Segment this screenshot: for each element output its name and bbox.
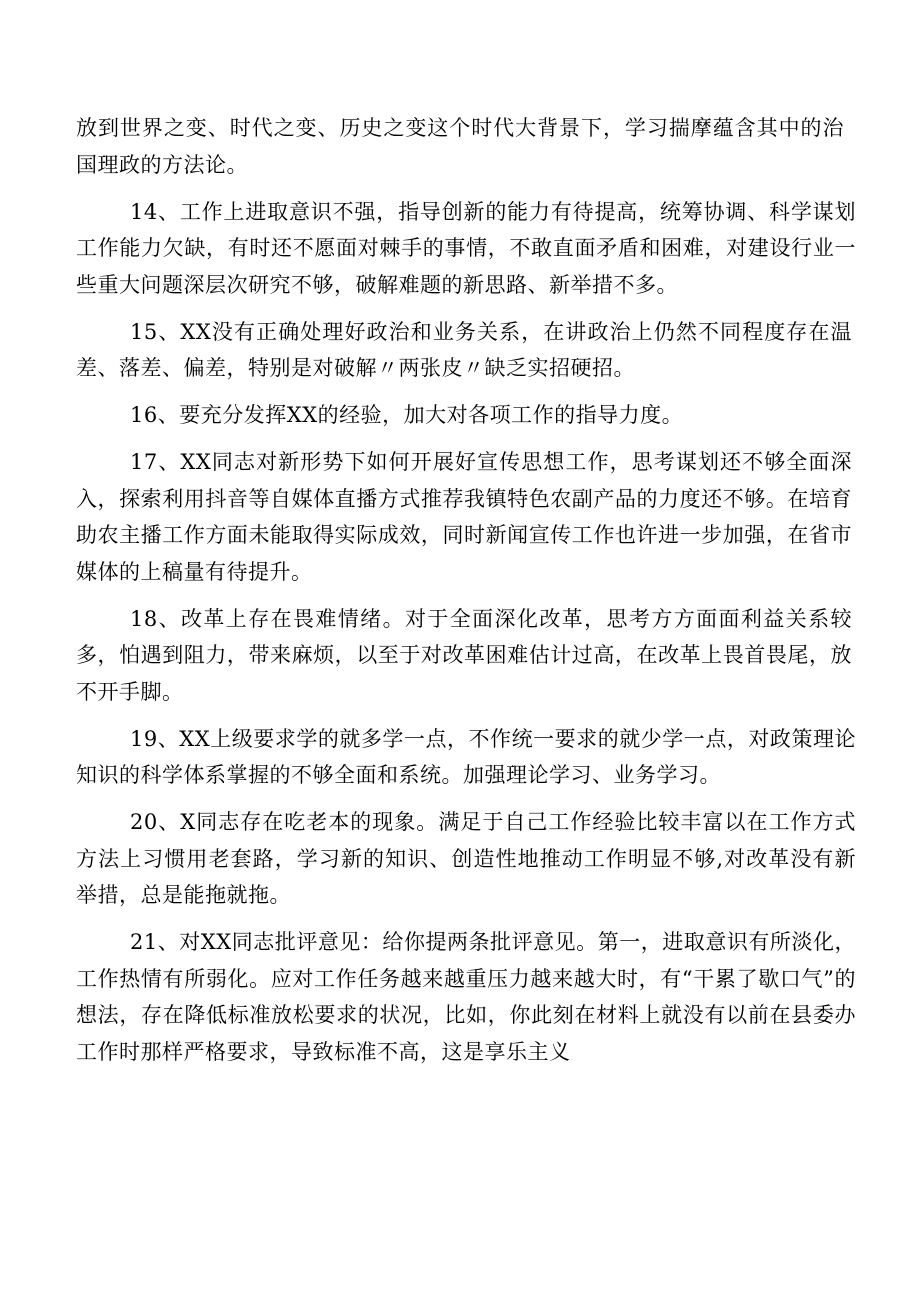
paragraph-20: 20、X同志存在吃老本的现象。满足于自己工作经验比较丰富以在工作方式方法上习惯用老套路，学习新的知识、创造性地推动工作明显不够,对改革没有新举措，总是能拖就拖。 xyxy=(76,810,856,907)
paragraph-17: 17、XX同志对新形势下如何开展好宣传思想工作，思考谋划还不够全面深入，探索利用抖音等自媒体直播方式推荐我镇特色农副产品的力度还不够。在培育助农主播工作方面未能取得实际成效，同时新闻宣传工作也许进一步加强，在省市媒体的上稿量有待提升。 xyxy=(76,450,852,584)
paragraph-21: 21、对XX同志批评意见：给你提两条批评意见。第一，进取意识有所淡化，工作热情有所弱化。应对工作任务越来越重压力越来越大时，有“干累了歇口气”的想法，存在降低标准放松要求的状况，比如，你此刻在材料上就没有以前在县委办工作时那样严格要求，导致标准不高，这是享乐主义 xyxy=(76,930,856,1064)
paragraph-14: 14、工作上进取意识不强，指导创新的能力有待提高，统筹协调、科学谋划工作能力欠缺，有时还不愿面对棘手的事情，不敢直面矛盾和困难，对建设行业一些重大问题深层次研究不够，破解难题的新思路、新举措不多。 xyxy=(76,199,856,297)
document-body xyxy=(76,110,856,1081)
paragraph-15: 15、XX没有正确处理好政治和业务关系，在讲政治上仍然不同程度存在温差、落差、偏差，特别是对破解〃两张皮〃缺乏实招硬招。 xyxy=(76,319,852,380)
paragraph-18: 18、改革上存在畏难情绪。对于全面深化改革，思考方方面面利益关系较多，怕遇到阻力，带来麻烦，以至于对改革困难估计过高，在改革上畏首畏尾，放不开手脚。 xyxy=(76,606,852,704)
paragraph-13-continuation: 放到世界之变、时代之变、历史之变这个时代大背景下，学习揣摩蕴含其中的治国理政的方法论。 xyxy=(76,116,844,177)
paragraph-19: 19、XX上级要求学的就多学一点，不作统一要求的就少学一点，对政策理论知识的科学体系掌握的不够全面和系统。加强理论学习、业务学习。 xyxy=(76,726,856,787)
paragraph-16: 16、要充分发挥XX的经验，加大对各项工作的指导力度。 xyxy=(130,403,684,427)
